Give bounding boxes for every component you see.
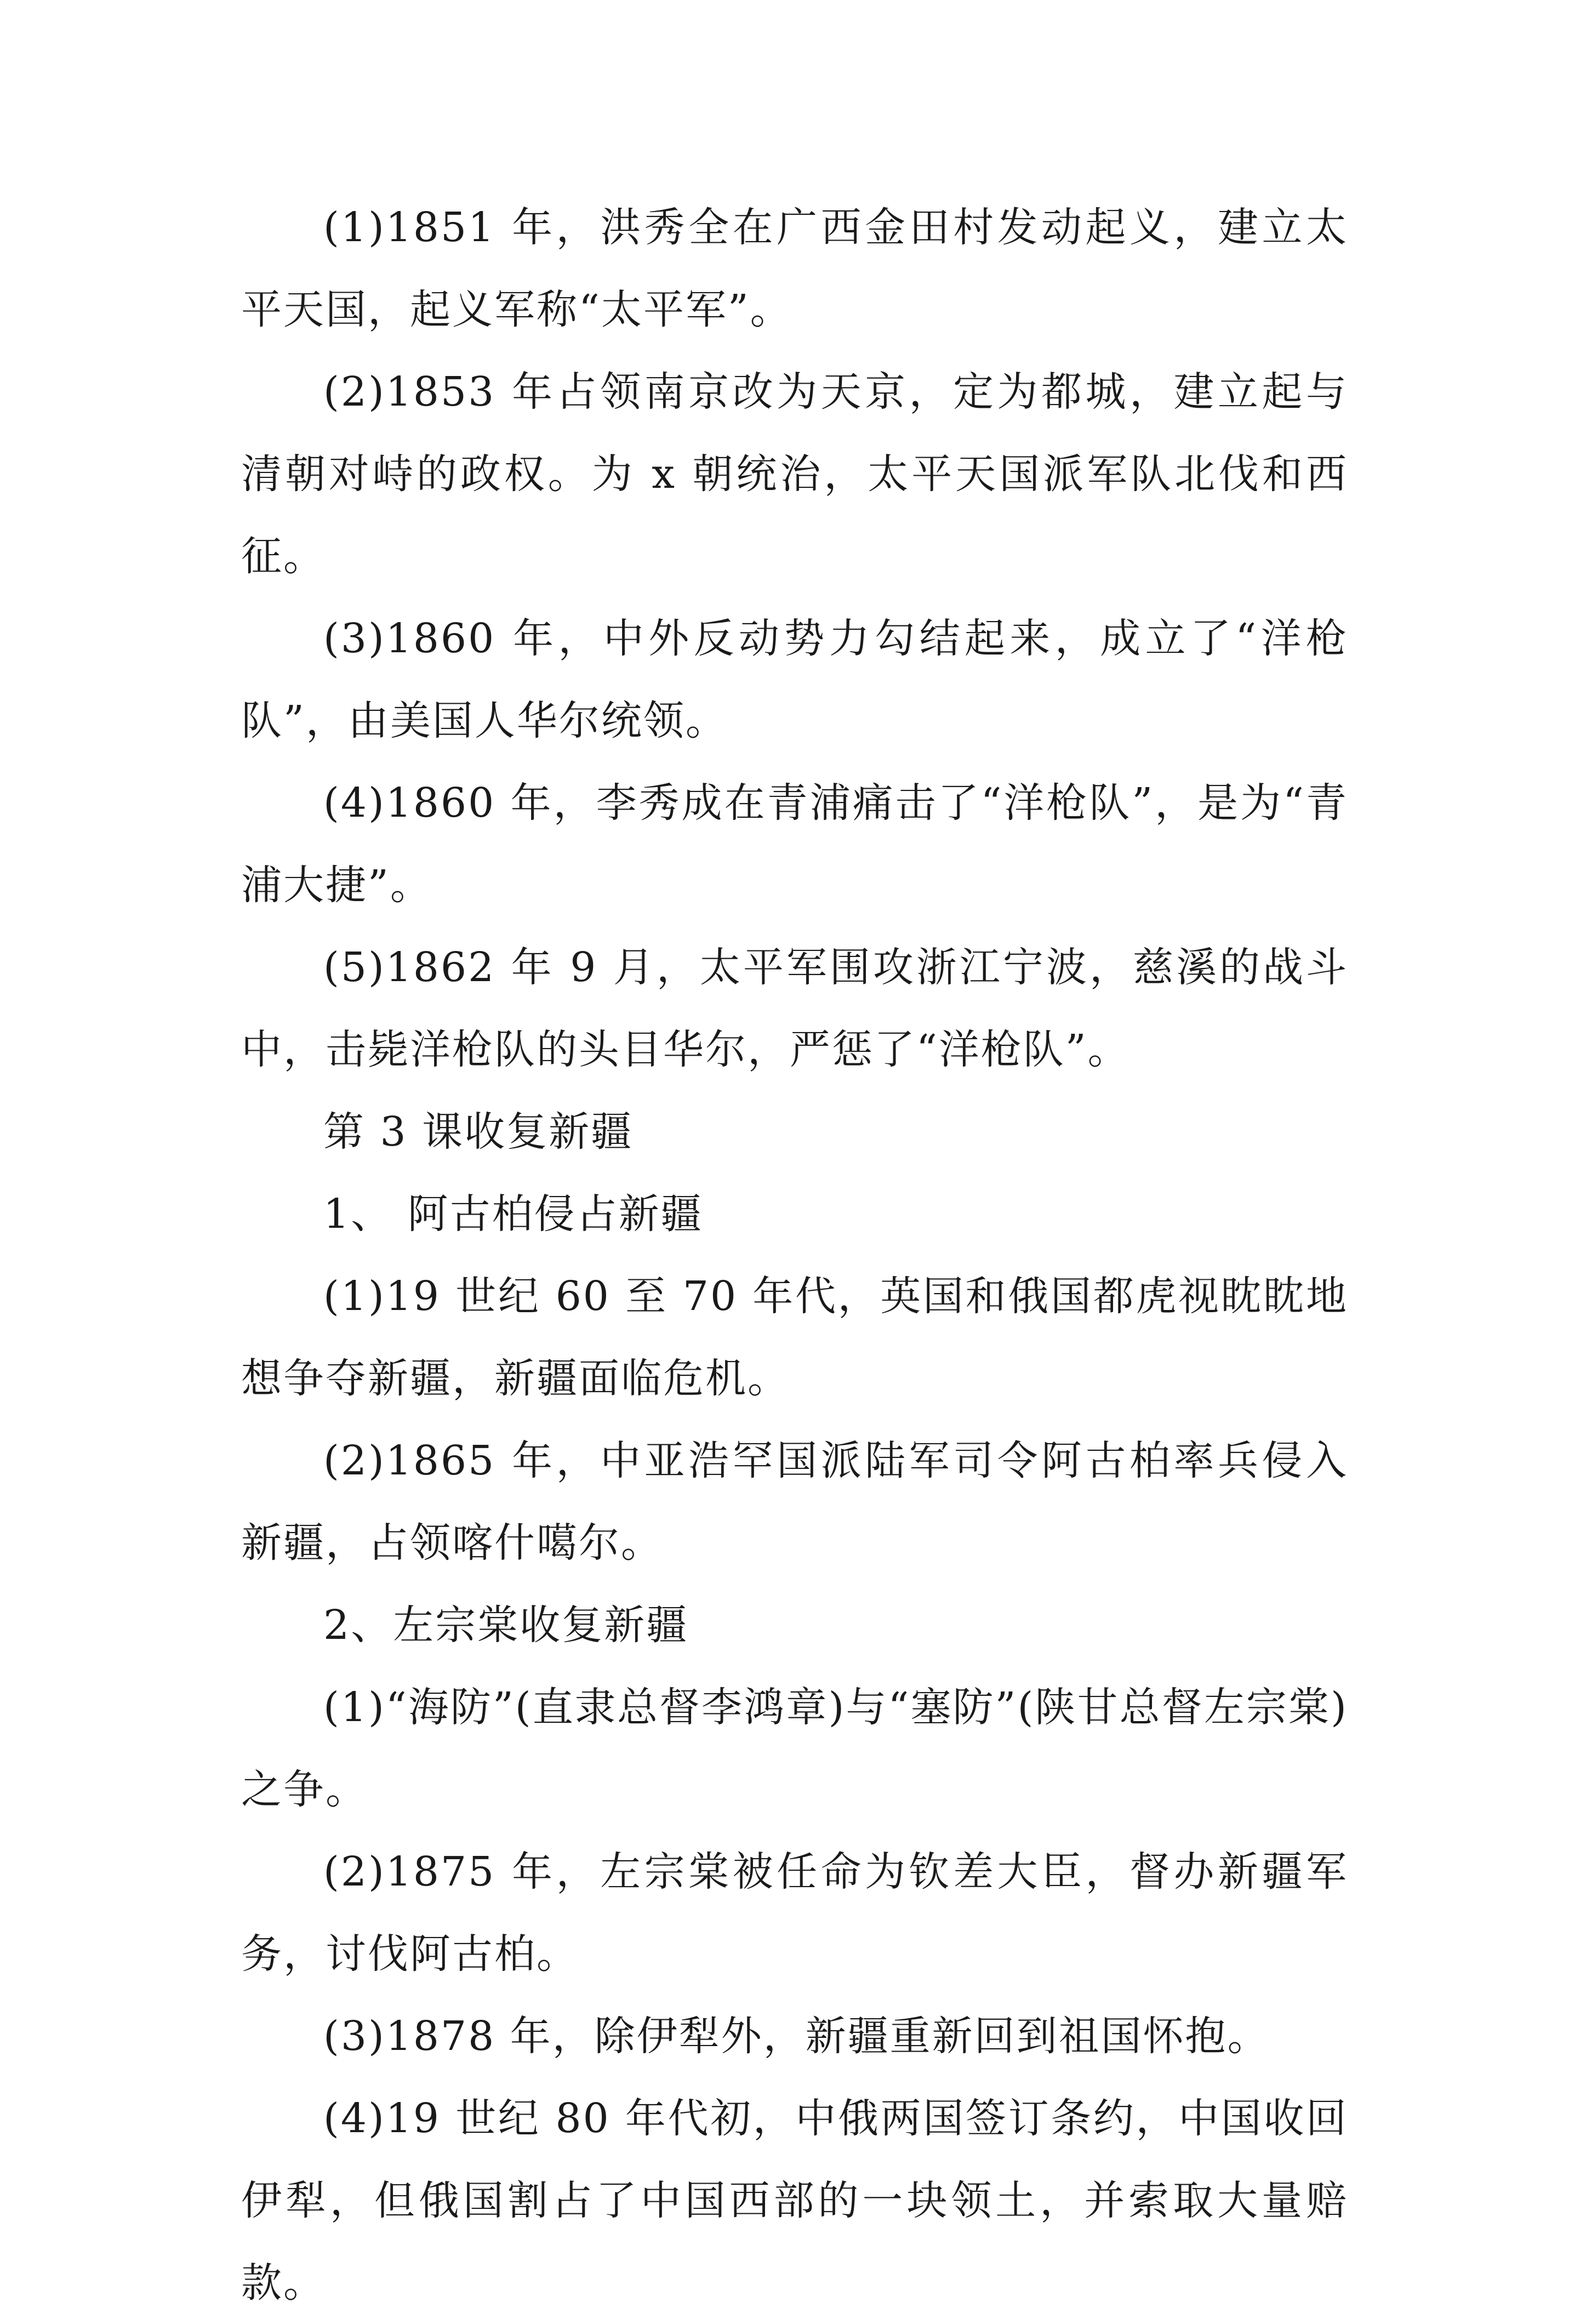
paragraph-taiping-1853: (2)1853 年占领南京改为天京，定为都城，建立起与清朝对峙的政权。为 x 朝统治，太平天国派军队北伐和西征。: [241, 368, 1348, 580]
section-1-heading: 1、 阿古柏侵占新疆: [323, 1191, 703, 1238]
paragraph-ili-treaty: (4)19 世纪 80 年代初，中俄两国签订条约，中国收回伊犁，但俄国割占了中国西部的一块领土，并索取大量赔款。: [241, 2095, 1348, 2306]
paragraph-zuo-appointed: (2)1875 年，左宗棠被任命为钦差大臣，督办新疆军务，讨伐阿古柏。: [241, 1848, 1348, 1978]
document-body: [241, 186, 1348, 2324]
paragraph-xinjiang-recovered: (3)1878 年，除伊犁外，新疆重新回到祖国怀抱。: [323, 2013, 1270, 2060]
section-2-heading: 2、左宗棠收复新疆: [323, 1602, 689, 1649]
paragraph-defense-debate: (1)“海防”(直隶总督李鸿章)与“塞防”(陕甘总督左宗棠)之争。: [241, 1684, 1348, 1813]
paragraph-taiping-1860-qingpu: (4)1860 年，李秀成在青浦痛击了“洋枪队”，是为“青浦大捷”。: [241, 779, 1348, 909]
paragraph-yaqub-beg-invasion: (2)1865 年，中亚浩罕国派陆军司令阿古柏率兵侵入新疆，占领喀什噶尔。: [241, 1437, 1348, 1567]
paragraph-taiping-1860-army: (3)1860 年，中外反动势力勾结起来，成立了“洋枪队”，由美国人华尔统领。: [241, 615, 1348, 744]
lesson-3-heading: 第 3 课收复新疆: [323, 1108, 634, 1155]
paragraph-xinjiang-crisis: (1)19 世纪 60 至 70 年代，英国和俄国都虎视眈眈地想争夺新疆，新疆面临危机。: [241, 1273, 1348, 1402]
paragraph-taiping-1862: (5)1862 年 9 月，太平军围攻浙江宁波，慈溪的战斗中，击毙洋枪队的头目华尔，严惩了“洋枪队”。: [241, 944, 1348, 1073]
paragraph-taiping-1851: (1)1851 年，洪秀全在广西金田村发动起义，建立太平天国，起义军称“太平军”。: [241, 204, 1348, 333]
